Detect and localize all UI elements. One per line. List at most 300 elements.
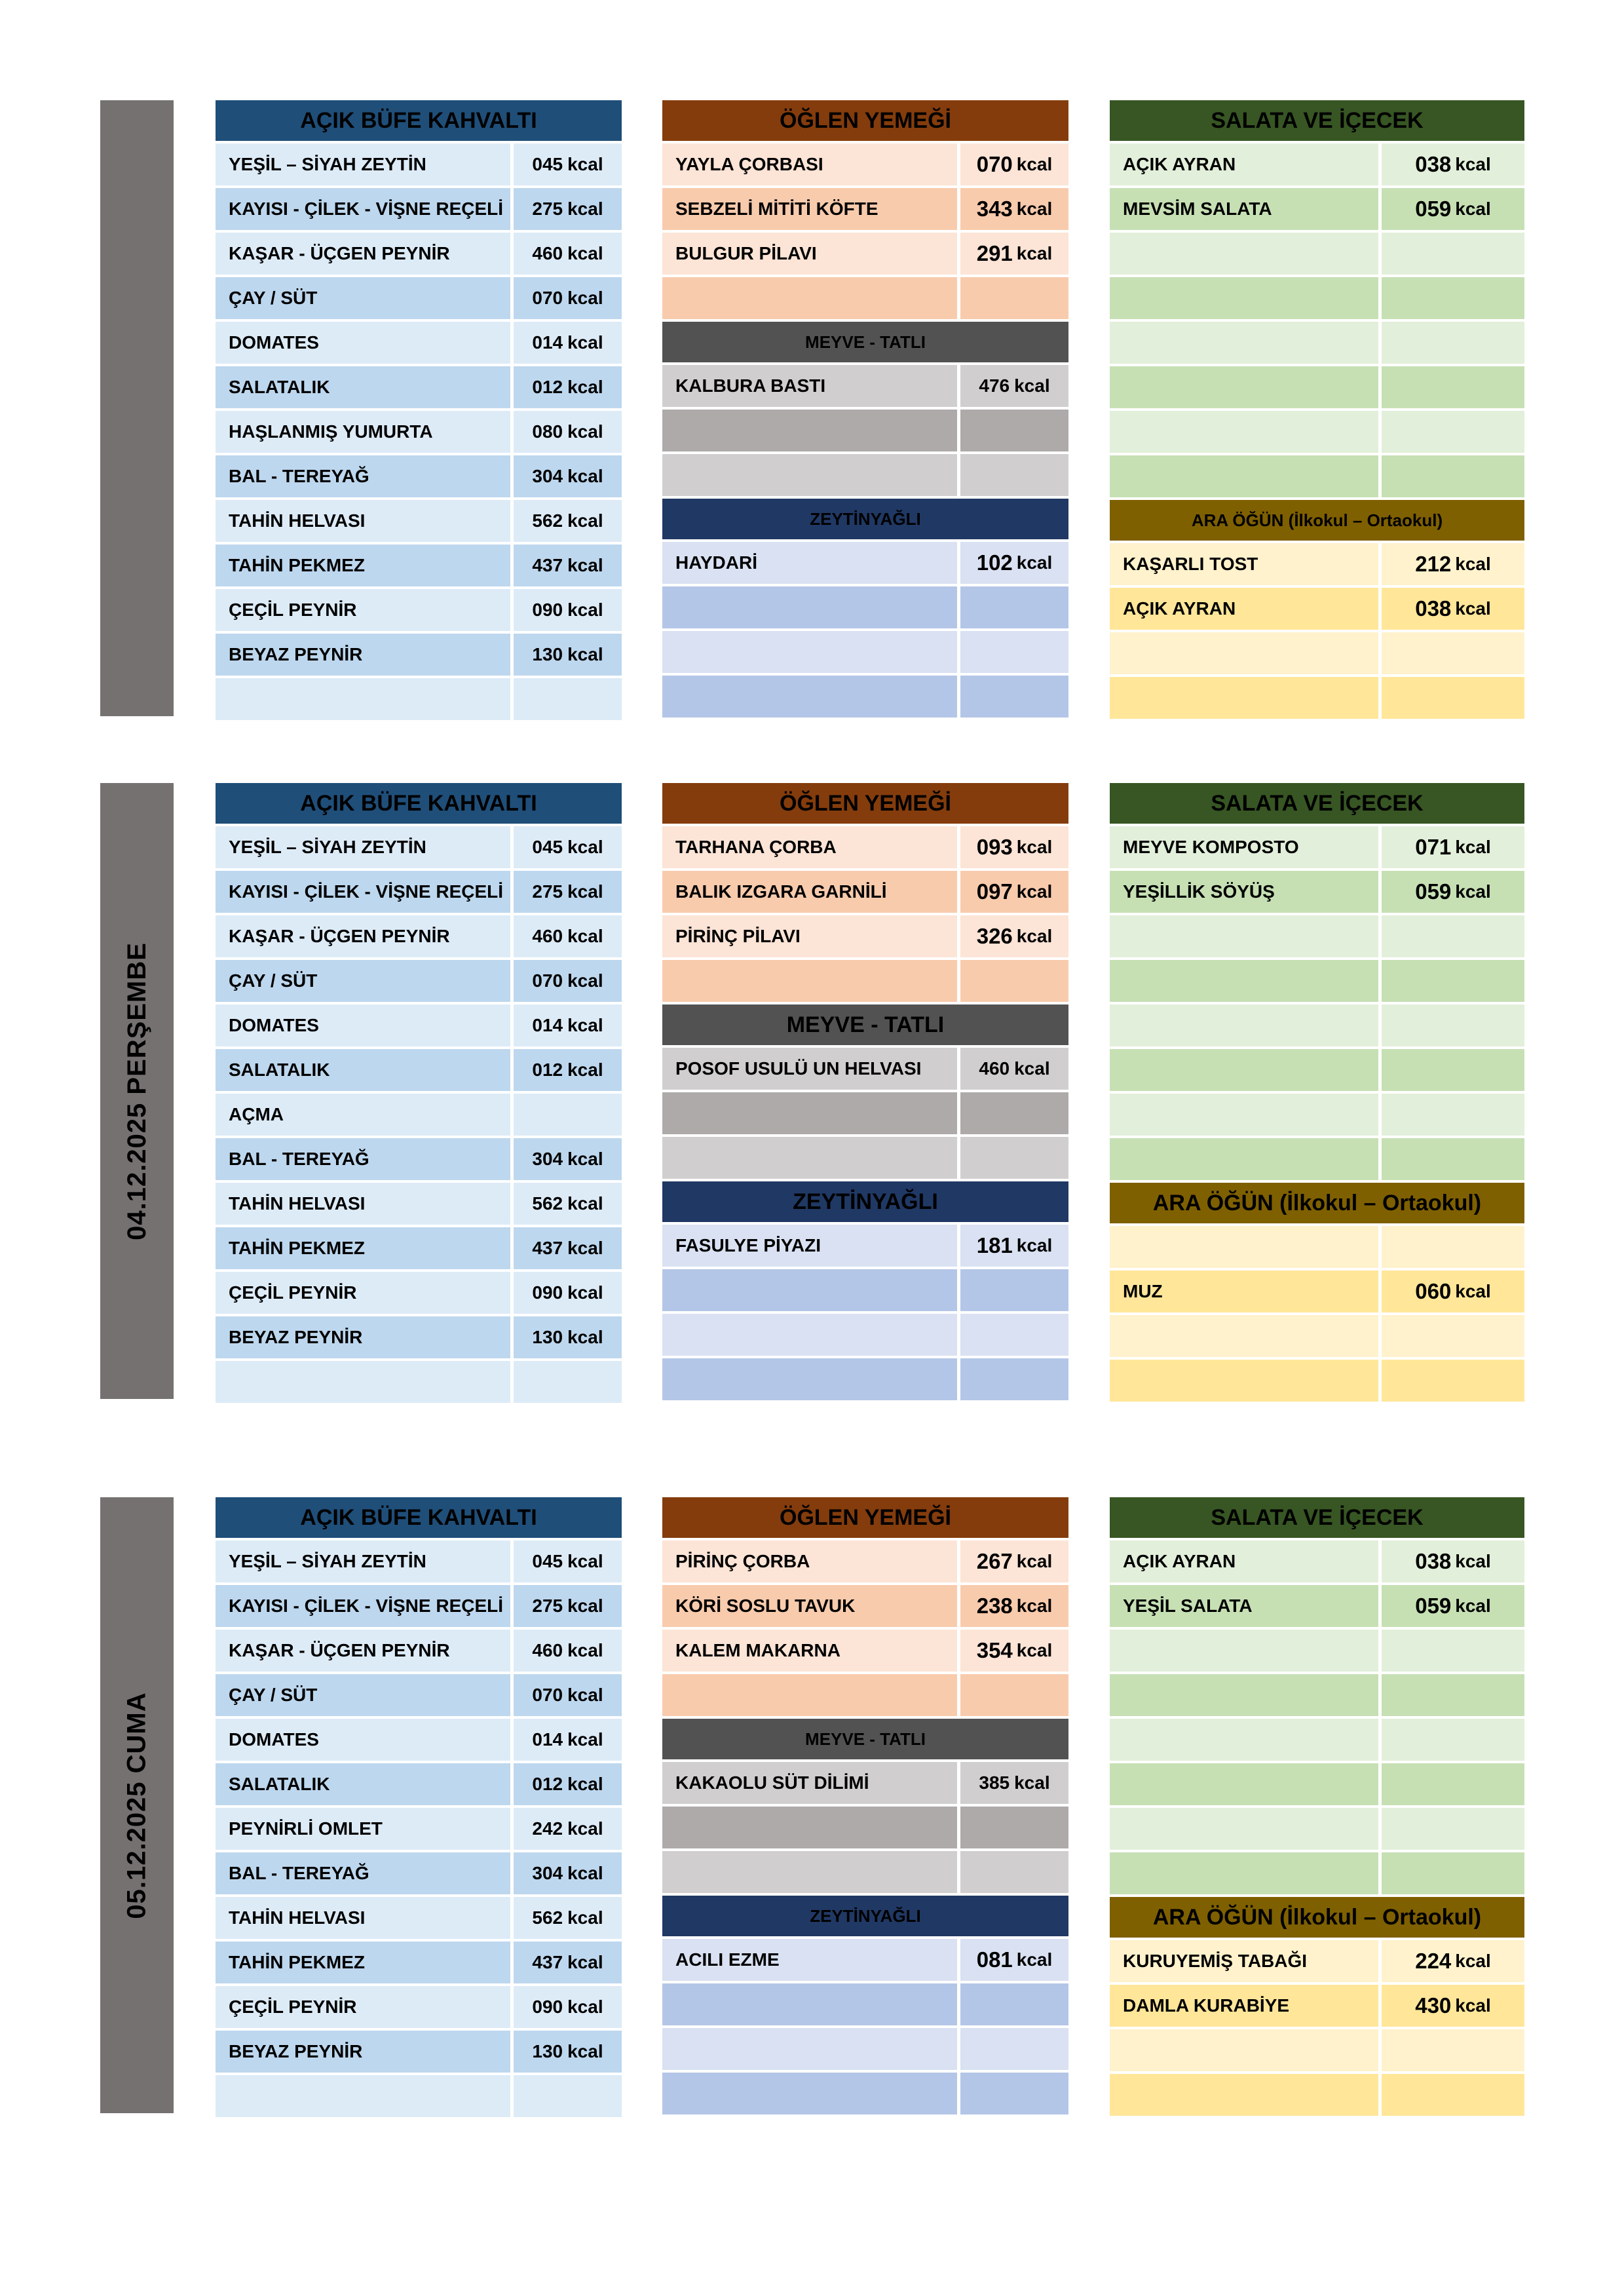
snack-row — [1110, 1271, 1524, 1312]
salad-row — [1110, 144, 1524, 185]
item-name: YEŞİL – SİYAH ZEYTİN — [216, 1540, 510, 1582]
kcal-value: 093 — [976, 835, 1013, 859]
item-kcal — [514, 545, 622, 586]
item-name — [1110, 1049, 1378, 1091]
kcal-unit: kcal — [1455, 1995, 1491, 2016]
item-name: KURUYEMİŞ TABAĞI — [1110, 1940, 1378, 1982]
item-name — [1110, 411, 1378, 453]
item-name: SALATALIK — [216, 1049, 510, 1091]
item-kcal — [1382, 960, 1524, 1002]
kcal-value: 045 — [532, 837, 563, 857]
kcal-unit: kcal — [567, 600, 603, 620]
kcal-value: 354 — [976, 1638, 1013, 1662]
kcal-value: 045 — [532, 1551, 563, 1571]
kcal-value: 562 — [532, 510, 563, 531]
item-kcal — [514, 1138, 622, 1180]
item-name: HAŞLANMIŞ YUMURTA — [216, 411, 510, 453]
kcal-value: 460 — [532, 1640, 563, 1660]
item-kcal — [514, 1316, 622, 1358]
olive-row — [662, 676, 1068, 718]
olive-header: ZEYTİNYAĞLI — [662, 1181, 1068, 1222]
olive-row — [662, 1225, 1068, 1267]
item-kcal — [514, 1227, 622, 1269]
kcal-unit: kcal — [567, 243, 603, 263]
item-name — [662, 960, 957, 1002]
item-name — [662, 1314, 957, 1356]
kcal-unit: kcal — [567, 1596, 603, 1616]
snack-row — [1110, 1940, 1524, 1982]
item-name: AÇIK AYRAN — [1110, 144, 1378, 185]
item-name — [1110, 1808, 1378, 1850]
breakfast-row — [216, 366, 622, 408]
item-kcal — [1382, 826, 1524, 868]
item-kcal — [1382, 1674, 1524, 1716]
item-name: KAŞAR - ÜÇGEN PEYNİR — [216, 1630, 510, 1672]
item-name: KALEM MAKARNA — [662, 1630, 957, 1672]
item-name: PİRİNÇ ÇORBA — [662, 1540, 957, 1582]
item-name — [662, 1092, 957, 1134]
item-kcal — [1382, 1585, 1524, 1627]
kcal-value: 045 — [532, 154, 563, 174]
item-kcal — [1382, 188, 1524, 230]
item-name — [1110, 1315, 1378, 1357]
item-kcal — [960, 1092, 1068, 1134]
menu-column — [216, 1497, 622, 2120]
snack-header: ARA ÖĞÜN (İlkokul – Ortaokul) — [1110, 500, 1524, 541]
salad-row — [1110, 1719, 1524, 1761]
kcal-value: 224 — [1415, 1949, 1452, 1973]
kcal-value: 437 — [532, 555, 563, 575]
day-label: 04.12.2025 PERŞEMBE — [122, 942, 151, 1240]
breakfast-row — [216, 188, 622, 230]
dessert-header: MEYVE - TATLI — [662, 322, 1068, 362]
item-kcal — [514, 1630, 622, 1672]
item-name: KAŞAR - ÜÇGEN PEYNİR — [216, 915, 510, 957]
salad-row — [1110, 188, 1524, 230]
item-kcal — [960, 2073, 1068, 2114]
kcal-value: 038 — [1415, 1549, 1452, 1573]
kcal-value: 460 — [979, 1058, 1010, 1079]
lunch-row — [662, 960, 1068, 1002]
kcal-unit: kcal — [1016, 154, 1053, 174]
kcal-value: 562 — [532, 1907, 563, 1928]
olive-row — [662, 542, 1068, 584]
kcal-value: 130 — [532, 644, 563, 664]
item-name: BEYAZ PEYNİR — [216, 634, 510, 676]
breakfast-row — [216, 545, 622, 586]
kcal-value: 304 — [532, 1863, 563, 1883]
dessert-header: MEYVE - TATLI — [662, 1004, 1068, 1045]
kcal-value: 038 — [1415, 152, 1452, 176]
olive-row — [662, 1314, 1068, 1356]
kcal-value: 385 — [979, 1772, 1010, 1793]
kcal-unit: kcal — [567, 510, 603, 531]
item-name: MEYVE KOMPOSTO — [1110, 826, 1378, 868]
lunch-row — [662, 233, 1068, 275]
item-kcal — [514, 1719, 622, 1761]
kcal-unit: kcal — [1455, 154, 1491, 174]
breakfast-row — [216, 1674, 622, 1716]
item-name — [662, 1358, 957, 1400]
kcal-value: 012 — [532, 377, 563, 397]
item-name: PİRİNÇ PİLAVI — [662, 915, 957, 957]
kcal-value: 275 — [532, 199, 563, 219]
item-kcal — [1382, 1004, 1524, 1046]
kcal-value: 181 — [976, 1233, 1013, 1257]
breakfast-row — [216, 1942, 622, 1983]
item-name — [1110, 1094, 1378, 1136]
item-name: SALATALIK — [216, 1763, 510, 1805]
item-name — [1110, 366, 1378, 408]
kcal-value: 326 — [976, 924, 1013, 948]
item-kcal — [1382, 915, 1524, 957]
lunch-row — [662, 871, 1068, 913]
item-name: PEYNİRLİ OMLET — [216, 1808, 510, 1850]
olive-row — [662, 631, 1068, 673]
item-name: SEBZELİ MİTİTİ KÖFTE — [662, 188, 957, 230]
item-kcal — [514, 1674, 622, 1716]
item-kcal — [960, 915, 1068, 957]
kcal-value: 476 — [979, 375, 1010, 396]
item-kcal — [960, 1048, 1068, 1090]
kcal-unit: kcal — [1016, 1235, 1053, 1255]
item-kcal — [960, 1314, 1068, 1356]
item-kcal — [960, 1630, 1068, 1672]
item-name: TAHİN HELVASI — [216, 1183, 510, 1225]
item-kcal — [960, 1674, 1068, 1716]
lunch-row — [662, 1540, 1068, 1582]
item-name: BAL - TEREYAĞ — [216, 1138, 510, 1180]
kcal-value: 275 — [532, 1596, 563, 1616]
kcal-unit: kcal — [567, 1729, 603, 1750]
breakfast-row — [216, 678, 622, 720]
breakfast-row — [216, 411, 622, 453]
kcal-unit: kcal — [1016, 881, 1053, 902]
breakfast-row — [216, 1585, 622, 1627]
item-name: BAL - TEREYAĞ — [216, 1852, 510, 1894]
item-kcal — [960, 1269, 1068, 1311]
item-kcal — [960, 1762, 1068, 1804]
item-kcal — [960, 188, 1068, 230]
item-kcal — [960, 826, 1068, 868]
item-kcal — [514, 500, 622, 542]
breakfast-row — [216, 1361, 622, 1403]
item-kcal — [514, 1183, 622, 1225]
item-name: YEŞİL – SİYAH ZEYTİN — [216, 826, 510, 868]
salad-row — [1110, 871, 1524, 913]
item-kcal — [1382, 1094, 1524, 1136]
kcal-value: 291 — [976, 241, 1013, 265]
item-kcal — [514, 589, 622, 631]
menu-column — [216, 100, 622, 723]
salad-row — [1110, 1674, 1524, 1716]
item-kcal — [960, 1807, 1068, 1848]
item-kcal — [960, 1939, 1068, 1981]
kcal-unit: kcal — [1455, 598, 1491, 619]
breakfast-header: AÇIK BÜFE KAHVALTI — [216, 783, 622, 824]
lunch-row — [662, 277, 1068, 319]
item-name: MUZ — [1110, 1271, 1378, 1312]
item-kcal — [960, 1540, 1068, 1582]
item-name: HAYDARİ — [662, 542, 957, 584]
item-name — [662, 631, 957, 673]
salad-row — [1110, 915, 1524, 957]
kcal-value: 081 — [976, 1947, 1013, 1972]
kcal-value: 090 — [532, 1282, 563, 1303]
item-kcal — [514, 1942, 622, 1983]
dessert-row — [662, 1048, 1068, 1090]
dessert-row — [662, 1851, 1068, 1893]
kcal-unit: kcal — [1016, 837, 1053, 857]
item-name — [1110, 322, 1378, 364]
breakfast-row — [216, 960, 622, 1002]
kcal-unit: kcal — [567, 466, 603, 486]
item-name — [1110, 233, 1378, 275]
item-name: ACILI EZME — [662, 1939, 957, 1981]
item-name: BEYAZ PEYNİR — [216, 2031, 510, 2073]
item-kcal — [514, 1808, 622, 1850]
salad-row — [1110, 322, 1524, 364]
dessert-header: MEYVE - TATLI — [662, 1719, 1068, 1759]
item-kcal — [1382, 1940, 1524, 1982]
dessert-row — [662, 410, 1068, 451]
day-block — [100, 1497, 1524, 2113]
breakfast-row — [216, 589, 622, 631]
salad-row — [1110, 1585, 1524, 1627]
item-name — [1110, 277, 1378, 319]
kcal-value: 059 — [1415, 1594, 1452, 1618]
dessert-row — [662, 1807, 1068, 1848]
item-name: AÇIK AYRAN — [1110, 1540, 1378, 1582]
kcal-value: 012 — [532, 1774, 563, 1794]
item-name — [1110, 960, 1378, 1002]
snack-row — [1110, 2029, 1524, 2071]
item-name — [1110, 1674, 1378, 1716]
breakfast-row — [216, 277, 622, 319]
item-kcal — [960, 365, 1068, 407]
kcal-value: 212 — [1415, 552, 1452, 576]
item-kcal — [1382, 632, 1524, 674]
item-kcal — [1382, 1852, 1524, 1894]
item-name: ÇEÇİL PEYNİR — [216, 589, 510, 631]
item-kcal — [1382, 2074, 1524, 2116]
kcal-unit: kcal — [567, 1015, 603, 1035]
item-name: ÇEÇİL PEYNİR — [216, 1986, 510, 2028]
breakfast-row — [216, 2031, 622, 2073]
item-kcal — [1382, 677, 1524, 719]
item-kcal — [514, 1004, 622, 1046]
item-name — [216, 1361, 510, 1403]
breakfast-header: AÇIK BÜFE KAHVALTI — [216, 1497, 622, 1538]
day-block — [100, 783, 1524, 1399]
olive-row — [662, 1939, 1068, 1981]
lunch-row — [662, 144, 1068, 185]
snack-row — [1110, 1985, 1524, 2027]
item-kcal — [514, 2031, 622, 2073]
kcal-unit: kcal — [1016, 243, 1053, 263]
item-name: YEŞİL SALATA — [1110, 1585, 1378, 1627]
breakfast-row — [216, 500, 622, 542]
item-kcal — [960, 871, 1068, 913]
item-name: ÇAY / SÜT — [216, 1674, 510, 1716]
item-kcal — [514, 188, 622, 230]
kcal-unit: kcal — [1455, 1596, 1491, 1616]
breakfast-row — [216, 1630, 622, 1672]
lunch-row — [662, 1674, 1068, 1716]
salad-header: SALATA VE İÇECEK — [1110, 100, 1524, 141]
item-kcal — [960, 1851, 1068, 1893]
item-kcal — [514, 2075, 622, 2117]
kcal-unit: kcal — [1016, 199, 1053, 219]
item-kcal — [1382, 1360, 1524, 1402]
kcal-unit: kcal — [567, 288, 603, 308]
item-kcal — [514, 1540, 622, 1582]
kcal-value: 059 — [1415, 879, 1452, 904]
snack-row — [1110, 677, 1524, 719]
item-name: AÇIK AYRAN — [1110, 588, 1378, 630]
kcal-unit: kcal — [567, 555, 603, 575]
item-kcal — [514, 233, 622, 275]
kcal-value: 267 — [976, 1549, 1013, 1573]
item-name: BAL - TEREYAĞ — [216, 455, 510, 497]
item-kcal — [960, 1585, 1068, 1627]
item-name — [662, 676, 957, 718]
item-kcal — [514, 322, 622, 364]
kcal-unit: kcal — [567, 377, 603, 397]
kcal-unit: kcal — [567, 1863, 603, 1883]
item-name: DOMATES — [216, 1719, 510, 1761]
breakfast-row — [216, 1316, 622, 1358]
kcal-unit: kcal — [567, 644, 603, 664]
lunch-row — [662, 826, 1068, 868]
item-name — [662, 2028, 957, 2070]
kcal-unit: kcal — [567, 332, 603, 353]
kcal-value: 460 — [532, 243, 563, 263]
item-kcal — [1382, 411, 1524, 453]
snack-header: ARA ÖĞÜN (İlkokul – Ortaokul) — [1110, 1897, 1524, 1938]
item-kcal — [1382, 1540, 1524, 1582]
item-kcal — [1382, 1049, 1524, 1091]
item-kcal — [514, 1897, 622, 1939]
kcal-value: 437 — [532, 1952, 563, 1972]
olive-row — [662, 586, 1068, 628]
kcal-value: 059 — [1415, 197, 1452, 221]
kcal-unit: kcal — [1455, 1551, 1491, 1571]
item-name: KAŞARLI TOST — [1110, 543, 1378, 585]
breakfast-row — [216, 455, 622, 497]
item-kcal — [1382, 1630, 1524, 1672]
kcal-unit: kcal — [567, 2041, 603, 2061]
kcal-unit: kcal — [1016, 552, 1053, 573]
kcal-unit: kcal — [567, 1818, 603, 1839]
breakfast-row — [216, 915, 622, 957]
item-name — [1110, 1630, 1378, 1672]
salad-row — [1110, 1540, 1524, 1582]
kcal-value: 430 — [1415, 1993, 1452, 2018]
salad-row — [1110, 1763, 1524, 1805]
day-label: 05.12.2025 CUMA — [122, 1691, 151, 1919]
day-block — [100, 100, 1524, 716]
breakfast-row — [216, 634, 622, 676]
snack-row — [1110, 2074, 1524, 2116]
item-kcal — [1382, 2029, 1524, 2071]
item-name — [1110, 1138, 1378, 1180]
item-name — [662, 586, 957, 628]
kcal-unit: kcal — [1455, 199, 1491, 219]
item-kcal — [514, 1272, 622, 1314]
dessert-row — [662, 1137, 1068, 1179]
item-kcal — [1382, 1808, 1524, 1850]
lunch-row — [662, 915, 1068, 957]
snack-row — [1110, 1226, 1524, 1268]
kcal-unit: kcal — [1455, 1951, 1491, 1971]
breakfast-row — [216, 144, 622, 185]
item-kcal — [1382, 543, 1524, 585]
item-kcal — [514, 144, 622, 185]
item-kcal — [1382, 144, 1524, 185]
menu-column — [662, 1497, 1068, 2117]
kcal-value: 038 — [1415, 596, 1452, 621]
kcal-unit: kcal — [1016, 1551, 1053, 1571]
item-name — [662, 1807, 957, 1848]
salad-row — [1110, 277, 1524, 319]
menu-column — [1110, 1497, 1524, 2118]
breakfast-row — [216, 1808, 622, 1850]
kcal-unit: kcal — [567, 1193, 603, 1214]
item-name — [1110, 1360, 1378, 1402]
kcal-unit: kcal — [567, 1282, 603, 1303]
item-name — [1110, 1852, 1378, 1894]
kcal-unit: kcal — [567, 1238, 603, 1258]
item-name: KAYISI - ÇİLEK - VİŞNE REÇELİ — [216, 1585, 510, 1627]
salad-row — [1110, 366, 1524, 408]
breakfast-row — [216, 2075, 622, 2117]
item-name: TAHİN PEKMEZ — [216, 545, 510, 586]
item-kcal — [960, 233, 1068, 275]
item-name: YEŞİL – SİYAH ZEYTİN — [216, 144, 510, 185]
olive-header: ZEYTİNYAĞLI — [662, 1896, 1068, 1936]
kcal-value: 304 — [532, 466, 563, 486]
salad-row — [1110, 1852, 1524, 1894]
kcal-value: 070 — [532, 970, 563, 991]
kcal-unit: kcal — [1455, 1281, 1491, 1301]
item-kcal — [1382, 1138, 1524, 1180]
item-name: KÖRİ SOSLU TAVUK — [662, 1585, 957, 1627]
item-name — [216, 2075, 510, 2117]
salad-header: SALATA VE İÇECEK — [1110, 1497, 1524, 1538]
item-kcal — [514, 1986, 622, 2028]
olive-row — [662, 1269, 1068, 1311]
item-kcal — [1382, 1226, 1524, 1268]
breakfast-row — [216, 826, 622, 868]
item-name: DOMATES — [216, 322, 510, 364]
day-band — [100, 100, 174, 716]
breakfast-row — [216, 1852, 622, 1894]
menu-column — [1110, 100, 1524, 721]
item-kcal — [1382, 588, 1524, 630]
item-kcal — [514, 915, 622, 957]
item-kcal — [960, 542, 1068, 584]
kcal-unit: kcal — [1014, 375, 1050, 396]
menu-column — [1110, 783, 1524, 1404]
item-name: FASULYE PİYAZI — [662, 1225, 957, 1267]
breakfast-header: AÇIK BÜFE KAHVALTI — [216, 100, 622, 141]
item-name: SALATALIK — [216, 366, 510, 408]
snack-row — [1110, 1315, 1524, 1357]
breakfast-row — [216, 1897, 622, 1939]
snack-row — [1110, 1360, 1524, 1402]
kcal-unit: kcal — [567, 421, 603, 442]
